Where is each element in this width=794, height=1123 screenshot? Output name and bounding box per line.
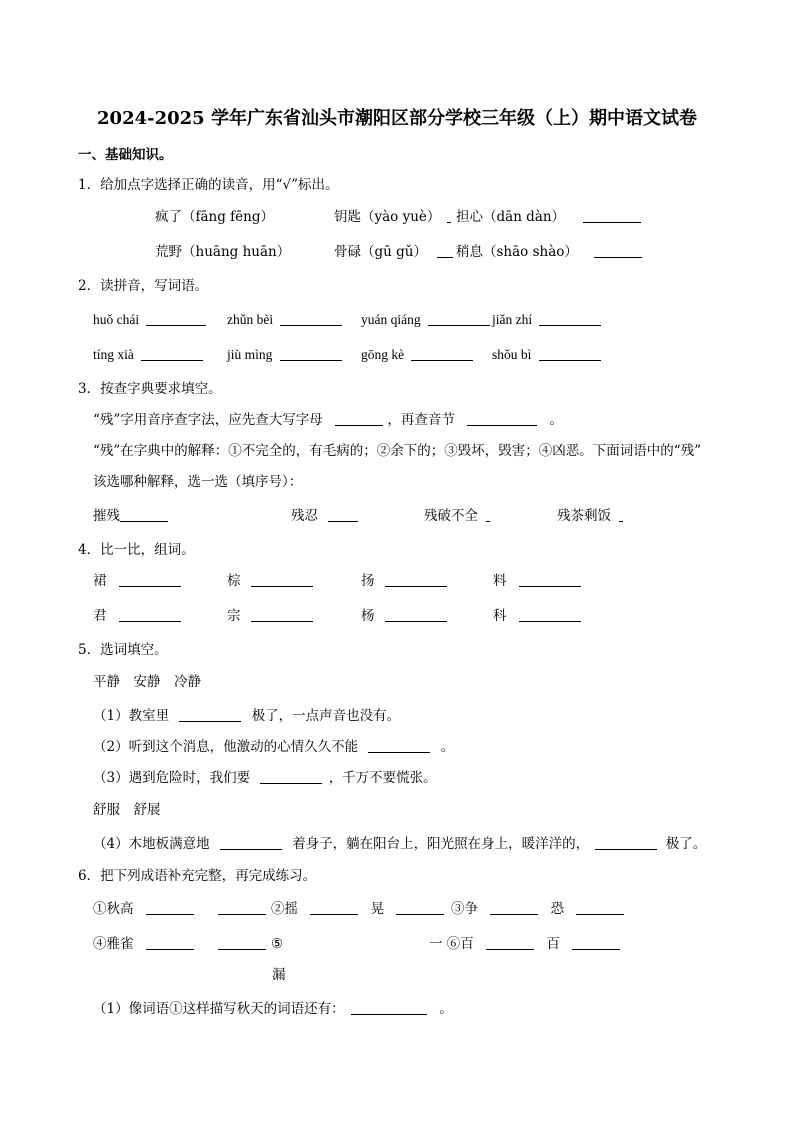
q4-item-3: 扬 [361,572,447,590]
q6-idiom-5: ⑤ [271,936,284,952]
q5-blank-4[interactable] [220,835,282,850]
q2-item-6: jiù mìng [227,346,342,364]
q2-blank-4[interactable] [539,311,601,326]
q4-item-6: 宗 [227,607,313,625]
q6-idiom-4: ④雅雀 [93,935,266,953]
q6-blank-4a[interactable] [146,935,194,950]
q1-item-5: 骨碌（gū gǔ） [334,243,453,261]
q6-blank-1a[interactable] [146,900,194,915]
q4-blank-6[interactable] [251,607,313,622]
q6-blank-6a[interactable] [486,935,534,950]
q1-item-6: 稍息（shāo shào） [456,243,642,261]
q3-blank-syllable[interactable] [467,411,537,426]
q6-blank-6b[interactable] [572,935,620,950]
q4-item-4: 料 [493,572,581,590]
q1-blank-3[interactable] [583,208,641,223]
q3-line-1: “残”字用音序查字法，应先查大写字母 ，再查音节 。 [93,412,563,428]
q2-blank-5[interactable] [141,346,203,361]
q5-sentence-2: （2）听到这个消息，他激动的心情久久不能 。 [93,739,455,755]
q4-blank-2[interactable] [251,572,313,587]
q5-sentence-3: （3）遇到危险时，我们要 ，千万不要慌张。 [93,770,437,786]
q4-blank-7[interactable] [385,607,447,622]
q2-item-4: jiǎn zhí [492,311,601,329]
q6-idiom-5-char: 漏 [272,967,286,983]
q6-idiom-3: ③争 恐 [451,900,624,918]
q4-item-1: 裙 [93,572,181,590]
q5-blank-2[interactable] [368,738,430,753]
q2-blank-8[interactable] [539,346,601,361]
q2-blank-1[interactable] [146,311,206,326]
q6-blank-2b[interactable] [396,900,444,915]
q2-stem: 2．读拼音，写词语。 [78,278,209,294]
q3-word-2: 残忍 [291,507,358,525]
exam-title: 2024-2025 学年广东省汕头市潮阳区部分学校三年级（上）期中语文试卷 [97,108,697,129]
section-basic-knowledge: 一、基础知识。 [78,147,173,163]
q2-blank-2[interactable] [280,311,342,326]
q1-item-1: 疯了（fāng fēng） [155,209,274,225]
q5-blank-3[interactable] [260,769,322,784]
q2-item-3: yuán qiáng [361,311,490,329]
q4-item-5: 君 [93,607,181,625]
q4-item-7: 杨 [361,607,447,625]
q2-item-7: gōng kè [361,346,473,364]
q2-blank-6[interactable] [280,346,342,361]
q6-idiom-1: ①秋高 [93,900,266,918]
q4-item-8: 科 [493,607,581,625]
q5-sentence-1: （1）教室里 极了，一点声音也没有。 [93,708,401,724]
q3-blank-1[interactable] [120,507,168,522]
q6-blank-1b[interactable] [218,900,266,915]
q4-blank-3[interactable] [385,572,447,587]
q1-blank-2[interactable] [447,208,451,223]
q3-word-4: 残茶剩饭 [557,507,623,525]
q5-options-2: 舒服 舒展 [93,802,161,818]
q3-blank-4[interactable] [619,507,623,522]
q6-blank-3a[interactable] [490,900,538,915]
q3-word-3: 残破不全 [424,507,490,525]
q2-blank-3[interactable] [428,311,490,326]
q6-idiom-6: 一 ⑥百 百 [429,935,620,953]
q5-blank-5[interactable] [595,835,657,850]
q3-blank-2[interactable] [328,507,358,522]
q6-stem: 6．把下列成语补充完整，再完成练习。 [78,868,317,884]
q6-idiom-2: ②摇 晃 [271,900,444,918]
q4-blank-8[interactable] [519,607,581,622]
q4-blank-5[interactable] [119,607,181,622]
q4-stem: 4．比一比，组词。 [78,542,195,558]
q3-blank-3[interactable] [486,507,490,522]
q2-item-8: shǒu bì [492,346,601,364]
q1-blank-5[interactable] [437,243,453,258]
q5-sentence-4: （4）木地板满意地 着身子，躺在阳台上，阳光照在身上，暖洋洋的， 极了。 [93,836,707,852]
q6-blank-4b[interactable] [218,935,266,950]
q5-blank-1[interactable] [179,707,241,722]
q4-blank-4[interactable] [519,572,581,587]
q6-sub-question-1: （1）像词语①这样描写秋天的词语还有： 。 [93,1001,453,1017]
q2-item-2: zhǔn bèi [227,311,342,329]
q4-item-2: 棕 [227,572,313,590]
q6-blank-3b[interactable] [576,900,624,915]
q3-stem: 3．按查字典要求填空。 [78,381,222,397]
q3-line-2: “残”在字典中的解释：①不完全的，有毛病的；②余下的；③毁坏，毁害；④凶恶。下面词语中的“残” [93,443,702,459]
q1-blank-6[interactable] [594,243,642,258]
q5-options-1: 平静 安静 冷静 [93,674,201,690]
q1-item-4: 荒野（huāng huān） [155,244,291,260]
q2-item-1: huǒ chái [93,311,206,329]
q1-stem: 1．给加点字选择正确的读音，用“√”标出。 [78,177,339,193]
q1-item-3: 担心（dān dàn） [456,208,641,226]
q5-stem: 5．选词填空。 [78,642,168,658]
q6-blank-2a[interactable] [310,900,358,915]
q3-word-1: 摧残 [93,507,168,525]
q4-blank-1[interactable] [119,572,181,587]
q6-blank-sub1[interactable] [351,1000,427,1015]
q3-blank-letter[interactable] [335,411,383,426]
q2-blank-7[interactable] [411,346,473,361]
q1-item-2: 钥匙（yào yuè） [334,208,451,226]
q3-line-3: 该选哪种解释，选一选（填序号）： [93,474,303,490]
q2-item-5: tíng xià [93,346,203,364]
